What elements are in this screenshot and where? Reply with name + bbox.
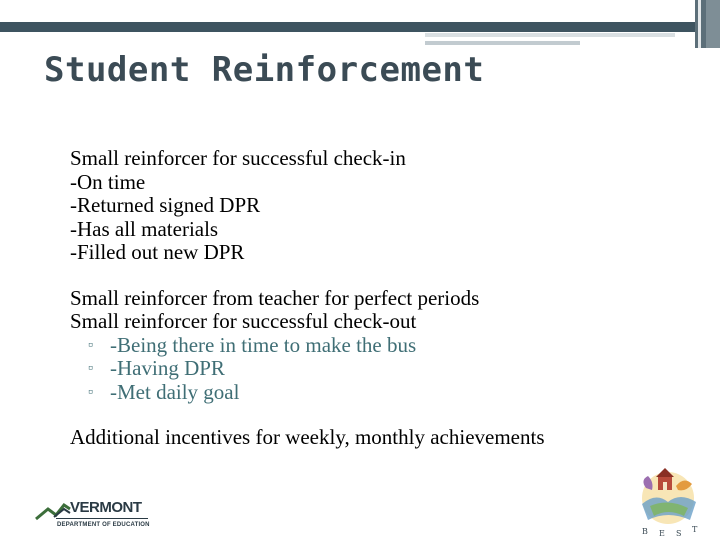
spacer [70, 265, 545, 287]
best-letter-s: S [676, 529, 682, 538]
corner-decoration-3 [698, 0, 701, 48]
department-label: DEPARTMENT OF EDUCATION [57, 522, 150, 528]
header-accent-line [425, 33, 675, 37]
checkout-item [70, 381, 545, 405]
slide-title: Student Reinforcement [44, 50, 485, 90]
square-bullet-icon: ▫ [88, 384, 93, 400]
checkout-item [70, 357, 545, 381]
logo-divider [56, 518, 148, 519]
checkin-item-materials: -Has all materials [70, 216, 219, 241]
best-letter-e: E [659, 529, 665, 538]
best-letter-t: T [692, 525, 698, 534]
slide-body [70, 147, 545, 450]
header-accent-line-2 [425, 41, 580, 45]
vermont-wordmark: VERMONT [70, 499, 142, 516]
checkout-item [70, 334, 545, 358]
checkin-item-signed-dpr: -Returned signed DPR [70, 193, 261, 217]
checkin-heading: Small reinforcer for successful check-in [70, 146, 406, 170]
square-bullet-icon: ▫ [88, 337, 93, 353]
spacer [70, 404, 545, 426]
header-bar [0, 22, 720, 32]
checkin-item-new-dpr: -Filled out new DPR [70, 240, 245, 264]
best-school-logo-icon [628, 462, 708, 538]
checkin-item-on-time: -On time [70, 169, 146, 194]
corner-decoration-2 [706, 0, 720, 48]
teacher-reinforcer-line: Small reinforcer from teacher for perfect periods [70, 285, 480, 310]
checkout-item-text: -Being there in time to make the bus [110, 332, 417, 357]
checkout-item-text: -Met daily goal [110, 379, 240, 404]
best-letter-b: B [642, 527, 648, 536]
checkout-heading: Small reinforcer for successful check-out [70, 309, 417, 333]
checkout-item-text: -Having DPR [110, 356, 225, 380]
incentives-line: Additional incentives for weekly, monthly achievements [70, 425, 545, 449]
square-bullet-icon: ▫ [88, 361, 93, 376]
